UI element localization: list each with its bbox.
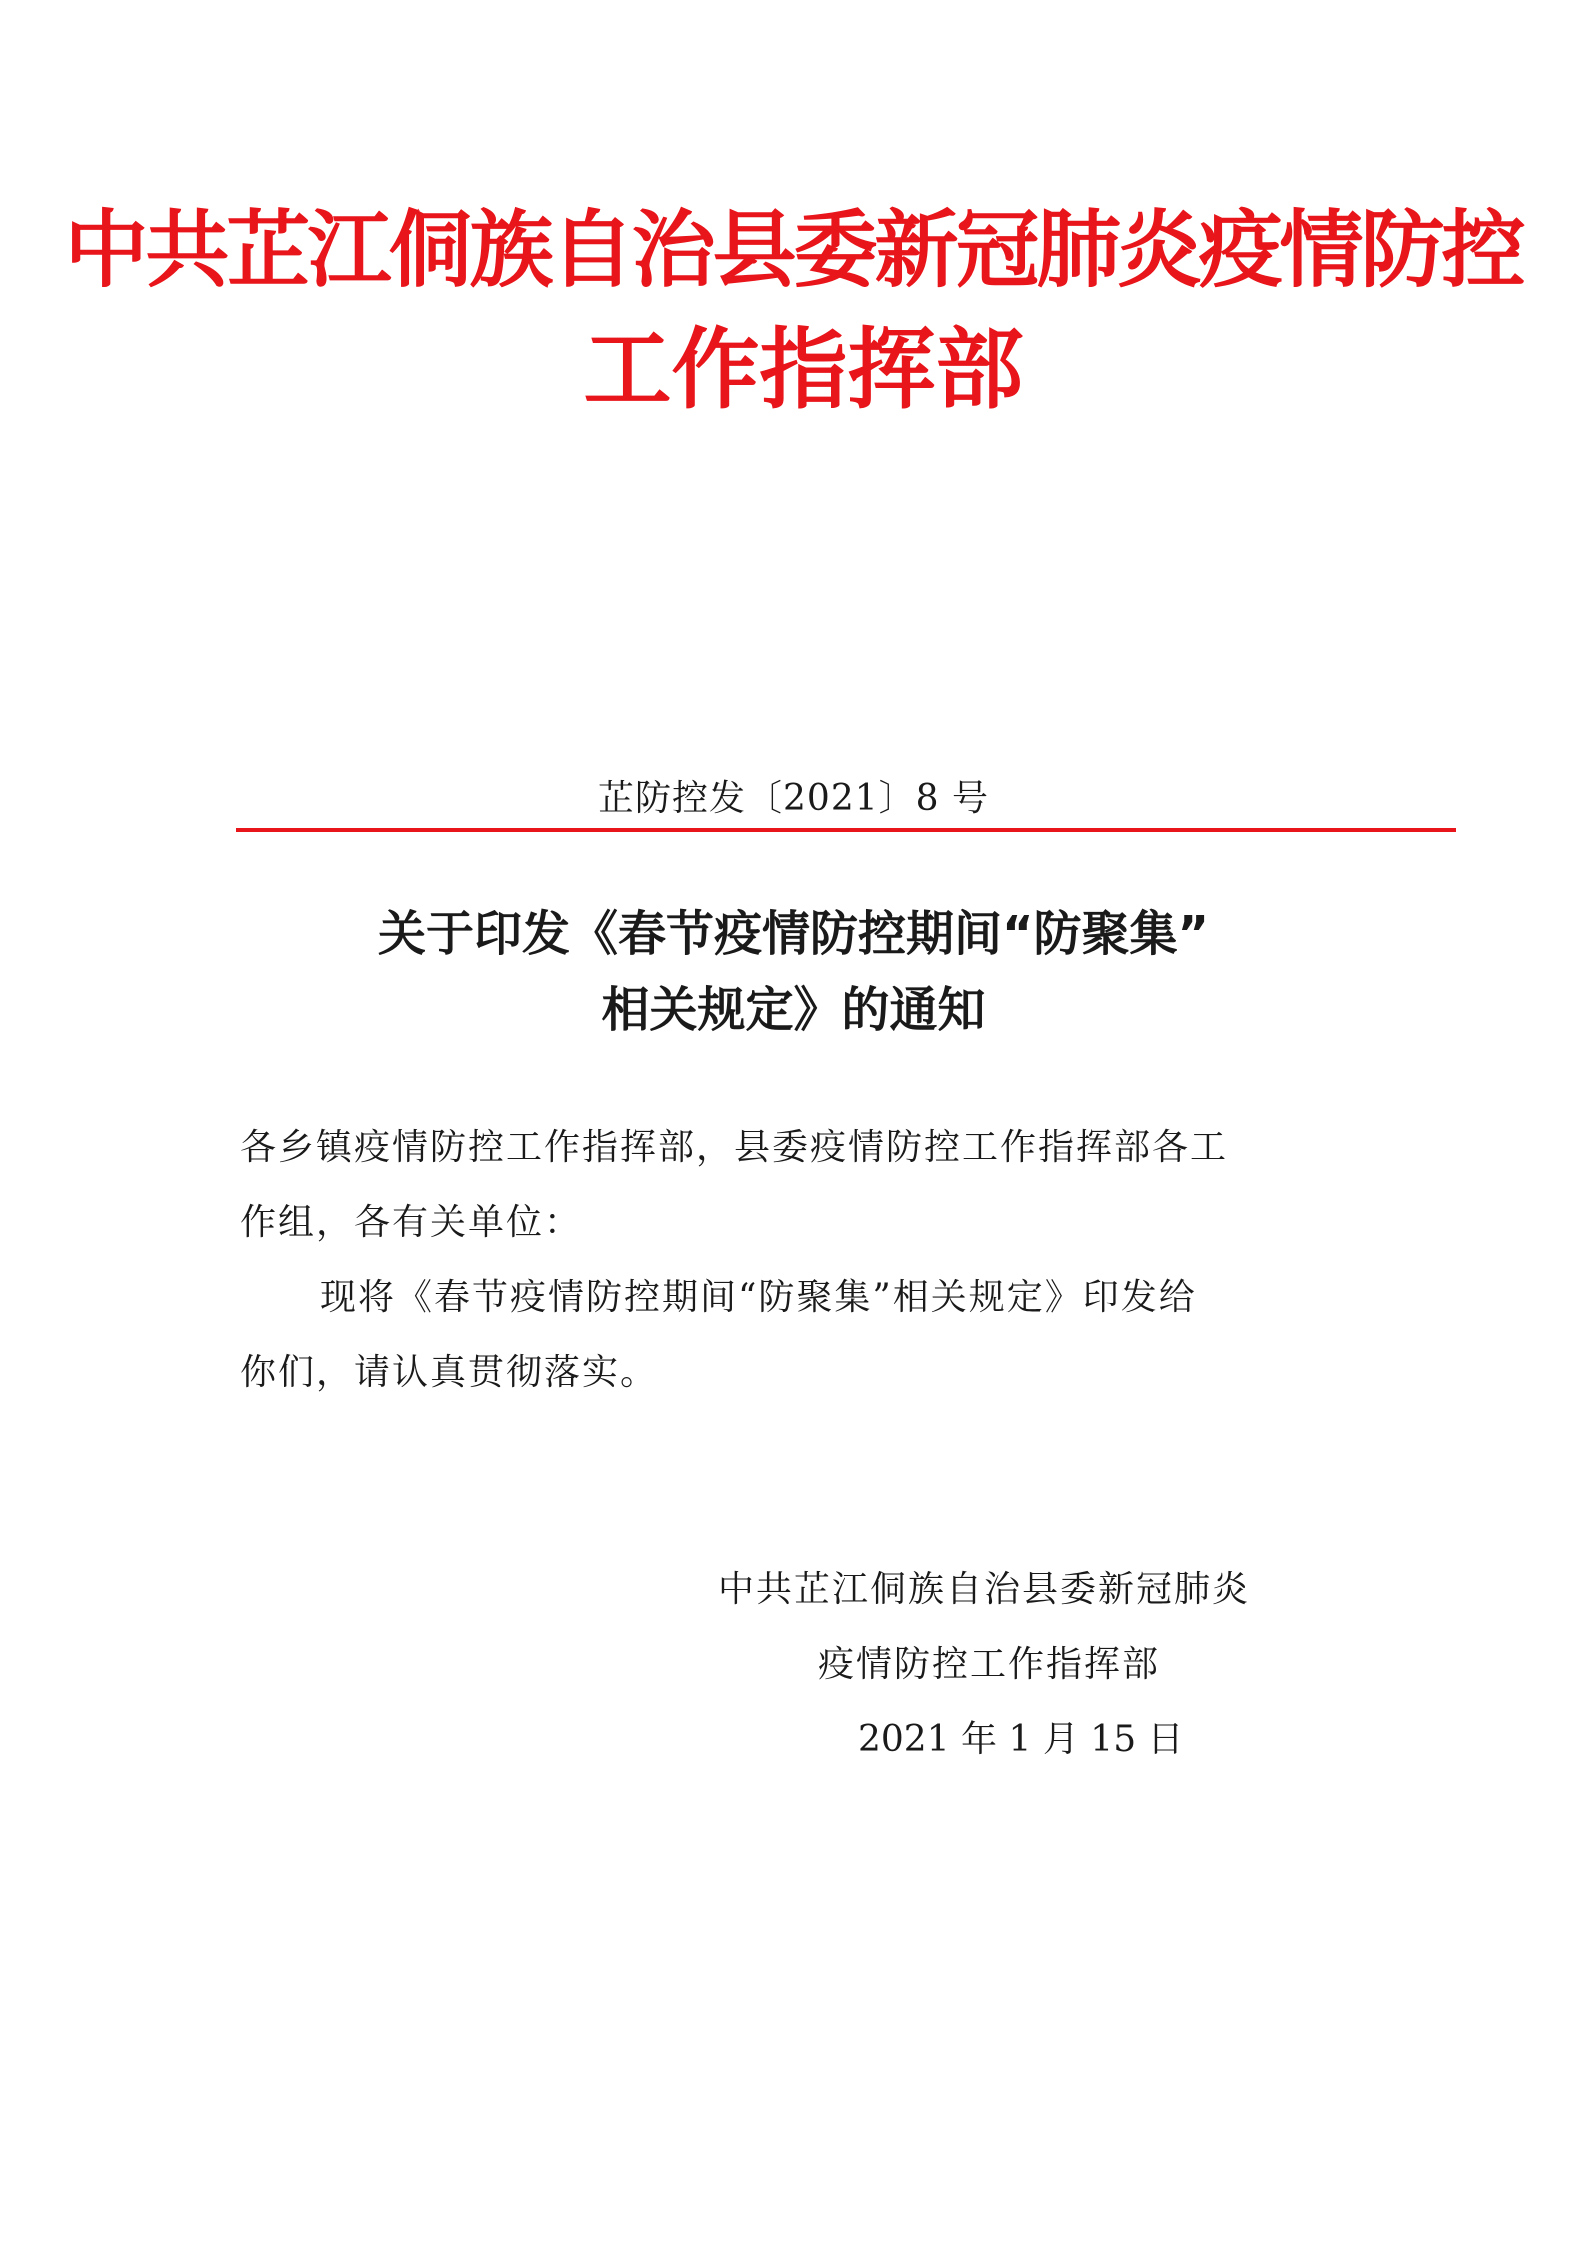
- addressee-line-1: 各乡镇疫情防控工作指挥部，县委疫情防控工作指挥部各工: [240, 1127, 1229, 1168]
- notice-title-line-1: 关于印发《春节疫情防控期间“防聚集”: [377, 906, 1210, 962]
- addressee-line-2: 作组，各有关单位：: [240, 1202, 583, 1243]
- red-divider-line: [236, 828, 1456, 832]
- signature-line-1: 中共芷江侗族自治县委新冠肺炎: [718, 1569, 1251, 1610]
- issue-date: 2021 年 1 月 15 日: [858, 1719, 1184, 1760]
- body-paragraph-line-1: 现将《春节疫情防控期间“防聚集”相关规定》印发给: [320, 1277, 1197, 1318]
- signature-line-2: 疫情防控工作指挥部: [818, 1644, 1161, 1685]
- issuing-authority-title-line-2: 工作指挥部: [583, 318, 1024, 421]
- document-number: 芷防控发〔2021〕8 号: [598, 778, 989, 819]
- issuing-authority-title-line-1: 中共芷江侗族自治县委新冠肺炎疫情防控: [64, 201, 1523, 299]
- body-paragraph-line-2: 你们，请认真贯彻落实。: [240, 1352, 659, 1393]
- notice-title-line-2: 相关规定》的通知: [601, 982, 986, 1038]
